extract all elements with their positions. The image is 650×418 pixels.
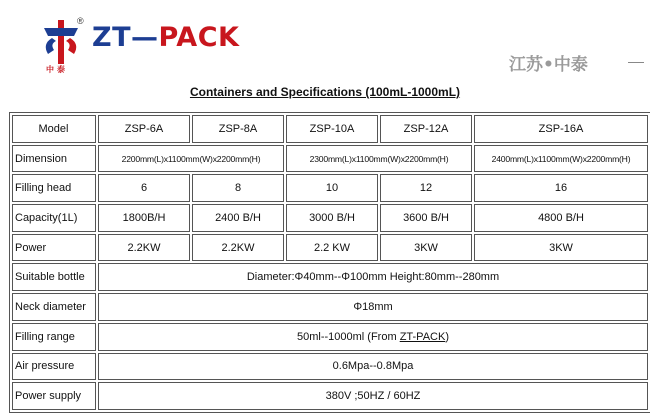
table-row-suitable-bottle <box>12 263 648 291</box>
table-cell: 1800B/H <box>98 204 190 232</box>
table-row-air-pressure <box>12 353 648 381</box>
table-cell: 2.2KW <box>98 234 190 262</box>
model-cell: ZSP-12A <box>380 115 472 143</box>
table-cell: 2.2 KW <box>286 234 378 262</box>
logo-text-pack: PACK <box>158 22 240 53</box>
model-cell: ZSP-8A <box>192 115 284 143</box>
row-label: Suitable bottle <box>12 263 96 291</box>
model-cell: ZSP-16A <box>474 115 648 143</box>
logo-text-zt: ZT <box>92 22 131 53</box>
table-cell: 380V ;50HZ / 60HZ <box>98 382 648 410</box>
table-cell: 10 <box>286 174 378 202</box>
corner-divider <box>628 62 644 63</box>
row-label: Power <box>12 234 96 262</box>
zt-pack-logo-icon <box>40 20 82 68</box>
row-label: Power supply <box>12 382 96 410</box>
table-cell: 4800 B/H <box>474 204 648 232</box>
row-label: Air pressure <box>12 353 96 381</box>
table-cell: 3600 B/H <box>380 204 472 232</box>
table-cell: Φ18mm <box>98 293 648 321</box>
model-cell: ZSP-6A <box>98 115 190 143</box>
dimension-value: 2300mm(L)x1100mm(W)x2200mm(H) <box>286 145 472 173</box>
table-cell: 8 <box>192 174 284 202</box>
table-cell: 2400 B/H <box>192 204 284 232</box>
table-row-capacity <box>12 204 648 232</box>
filling-range-text: 50ml--1000ml (From <box>297 330 400 343</box>
table-cell: 2.2KW <box>192 234 284 262</box>
table-row-power-supply <box>12 382 648 410</box>
header <box>0 0 650 80</box>
table-row-neck-diameter <box>12 293 648 321</box>
table-cell <box>98 323 648 351</box>
row-label: Capacity(1L) <box>12 204 96 232</box>
table-cell: 6 <box>98 174 190 202</box>
row-label: Neck diameter <box>12 293 96 321</box>
header-cell-model: Model <box>12 115 96 143</box>
filling-range-close: ) <box>445 330 449 343</box>
registered-mark: ® <box>77 16 84 26</box>
brand-logo-text: ZT—PACK <box>92 22 240 53</box>
page-title: Containers and Specifications (100mL-1000mL) <box>189 85 461 99</box>
brand-name-cn: 江苏•中泰 <box>509 55 588 75</box>
table-cell: 12 <box>380 174 472 202</box>
table-row-filling-head <box>12 174 648 202</box>
model-cell: ZSP-10A <box>286 115 378 143</box>
dimension-value: 2200mm(L)x1100mm(W)x2200mm(H) <box>98 145 284 173</box>
table-cell: 3KW <box>474 234 648 262</box>
filling-range-brand: ZT-PACK <box>399 330 446 343</box>
table-header-row <box>12 115 648 143</box>
table-cell: Diameter:Φ40mm--Φ100mm Height:80mm--280mm <box>98 263 648 291</box>
row-label: Filling range <box>12 323 96 351</box>
dimension-value: 2400mm(L)x1100mm(W)x2200mm(H) <box>474 145 648 173</box>
table-row-filling-range <box>12 323 648 351</box>
row-label: Dimension <box>12 145 96 173</box>
table-cell: 16 <box>474 174 648 202</box>
table-row-power <box>12 234 648 262</box>
spec-table <box>9 112 650 413</box>
table-cell: 3KW <box>380 234 472 262</box>
row-label: Filling head <box>12 174 96 202</box>
logo-subtitle-cn: 中泰 <box>46 65 68 74</box>
table-cell: 0.6Mpa--0.8Mpa <box>98 353 648 381</box>
table-cell: 3000 B/H <box>286 204 378 232</box>
table-row-dimension <box>12 145 648 173</box>
